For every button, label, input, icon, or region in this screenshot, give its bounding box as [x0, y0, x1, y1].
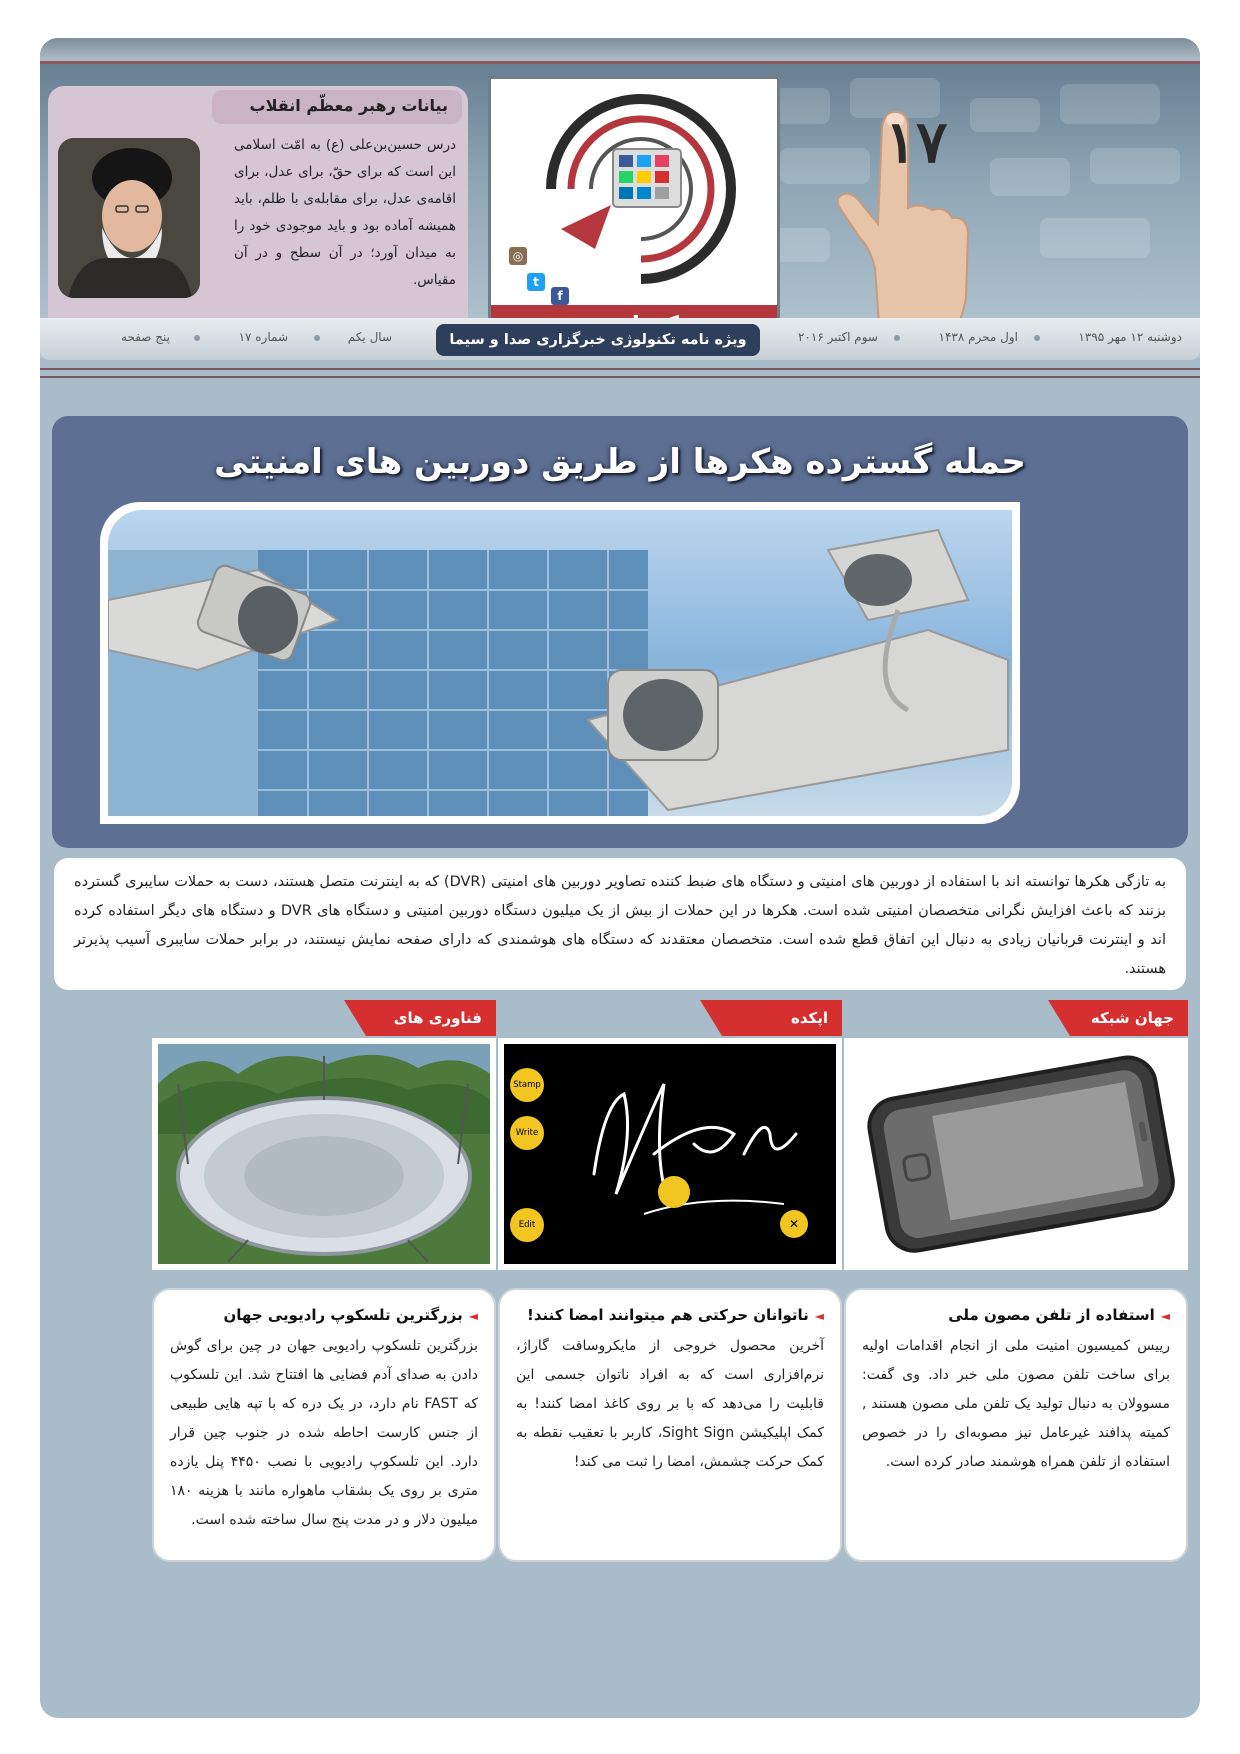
article-body: رییس کمیسیون امنیت ملی از انجام اقدامات اولیه برای ساخت تلفن مصون ملی خبر داد. وی گفت: مسوولان به دنبال تولید یک تلفن ملی مصون هستند , کمیته پدافند غیرعامل نیز مصوبه‌ای را در خصوص استفاده از تلفن همراه هوشمند صادر کرده است. — [862, 1338, 1170, 1470]
security-camera-photo — [100, 502, 1020, 824]
arrow-icon: ◄ — [814, 1309, 824, 1323]
date-miladi: سوم اکتبر ۲۰۱۶ — [797, 330, 878, 344]
national-phone-image — [844, 1038, 1188, 1270]
article-card — [498, 1288, 842, 1562]
leader-quote-box — [48, 86, 468, 344]
divider — [40, 368, 1200, 370]
publication-title: ویژه نامه تکنولوژی خبرگزاری صدا و سیما — [436, 324, 760, 356]
security-camera-icon — [108, 510, 1012, 816]
article-title-text: بزرگترین تلسکوپ رادیویی جهان — [223, 1306, 463, 1324]
fast-telescope-image — [152, 1038, 496, 1270]
main-headline: حمله گسترده هکرها از طریق دوربین های امنیتی — [214, 442, 1026, 482]
volume-year: سال یکم — [347, 330, 392, 344]
main-story — [52, 416, 1188, 848]
article-title — [862, 1306, 1170, 1324]
sight-sign-app-image — [498, 1038, 842, 1270]
article-title-text: استفاده از تلفن مصون ملی — [948, 1306, 1155, 1324]
section-tab-appkade: اپکده — [722, 1000, 842, 1036]
info-separator — [1034, 335, 1040, 341]
leader-quote-title: بیانات رهبر معظّم انقلاب — [212, 90, 462, 124]
info-bar — [40, 318, 1200, 360]
leader-quote-text: درس حسین‌بن‌علی (ع) به امّت اسلامی این است که برای حقّ، برای عدل، برای اقامه‌ی عدل، برای مقابله‌ی با ظلم، باید همیشه آماده بود و باید موجودی خود را به میدان آورد؛ در آن سطح و در آن مقیاس. — [234, 137, 456, 288]
stamp-button[interactable]: Stamp — [510, 1068, 544, 1102]
date-qamari: اول محرم ۱۴۳۸ — [938, 330, 1018, 344]
technology-logo — [488, 76, 780, 348]
write-button[interactable]: Write — [510, 1116, 544, 1150]
portrait-icon — [58, 138, 200, 298]
svg-text:✕: ✕ — [788, 1217, 800, 1231]
arrow-icon: ◄ — [1160, 1309, 1170, 1323]
issue-number: ۱۷ — [885, 108, 948, 176]
info-separator — [894, 335, 900, 341]
leader-portrait — [58, 138, 200, 298]
section-tab-new-tech: فناوری های — [366, 1000, 496, 1036]
article-card — [152, 1288, 496, 1562]
page-count: پنج صفحه — [121, 330, 170, 344]
signature-canvas — [504, 1044, 836, 1264]
main-story-summary: به تازگی هکرها توانسته اند با استفاده از دوربین های امنیتی و دستگاه های ضبط کننده تصاویر دوربین های امنیتی (DVR) که به اینترنت متصل هستند، دست به حملات سایبری گسترده بزنند که باعث افزایش نگرانی متخصصان امنیتی شده است. هکرها در این حملات از بیش از یک میلیون دستگاه دوربین امنیتی و دستگاه های DVR و دستگاه های دیگر استفاده کرده اند و اینترنت قربانیان زیادی به دنبال این اتفاق قطع شده است. متخصصان معتقدند که دستگاه های هوشمندی که دارای صفحه نمایش نیستند، در برابر حملات سایبری آسیب پذیرتر هستند. — [54, 858, 1186, 990]
newsletter-page — [40, 38, 1200, 1718]
smartphone-icon — [850, 1044, 1182, 1264]
telescope-icon — [158, 1044, 490, 1264]
masthead — [40, 38, 1200, 358]
facebook-icon: f — [551, 287, 569, 305]
instagram-icon: ◎ — [509, 247, 527, 265]
article-body: بزرگترین تلسکوپ رادیویی جهان در چین برای گوش دادن به صدای آدم فضایی ها افتتاح شد. این تلسکوپ که FAST نام دارد، در یک دره که با تپه هایی طبیعی از جنس کارست احاطه شده در جنوب چین قرار دارد. این تلسکوپ رادیویی با نصب ۴۴۵۰ پنل یازده متری بر روی یک بشقاب ماهواره مانند با هزینه ۱۸۰ میلیون دلار و در مدت پنج سال ساخته شده است. — [170, 1338, 478, 1528]
section-tab-network-world: جهان شبکه — [1070, 1000, 1188, 1036]
article-body: آخرین محصول خروجی از مایکروسافت گاراژ، نرم‌افزاری است که به افراد ناتوان جسمی این قابلیت را می‌دهد که با بر روی کاغذ امضا کنند! به کمک اپلیکیشن Sight Sign، کاربر با تعقیب نقطه به کمک حرکت چشمش، امضا را ثبت می کند! — [516, 1338, 825, 1470]
masthead-top-bar — [40, 38, 1200, 64]
arrow-icon: ◄ — [468, 1309, 478, 1323]
article-title — [170, 1306, 478, 1324]
article-title-text: ناتوانان حرکتی هم میتوانند امضا کنند! — [527, 1306, 809, 1324]
divider — [40, 376, 1200, 378]
edit-button[interactable]: Edit — [510, 1208, 544, 1242]
article-title — [516, 1306, 824, 1324]
twitter-icon: t — [527, 273, 545, 291]
issue-label: شماره ۱۷ — [238, 330, 288, 344]
info-separator — [194, 335, 200, 341]
info-separator — [314, 335, 320, 341]
article-card — [844, 1288, 1188, 1562]
logo-swirl-icon — [491, 79, 777, 305]
date-shamsi: دوشنبه ۱۲ مهر ۱۳۹۵ — [1078, 330, 1182, 344]
